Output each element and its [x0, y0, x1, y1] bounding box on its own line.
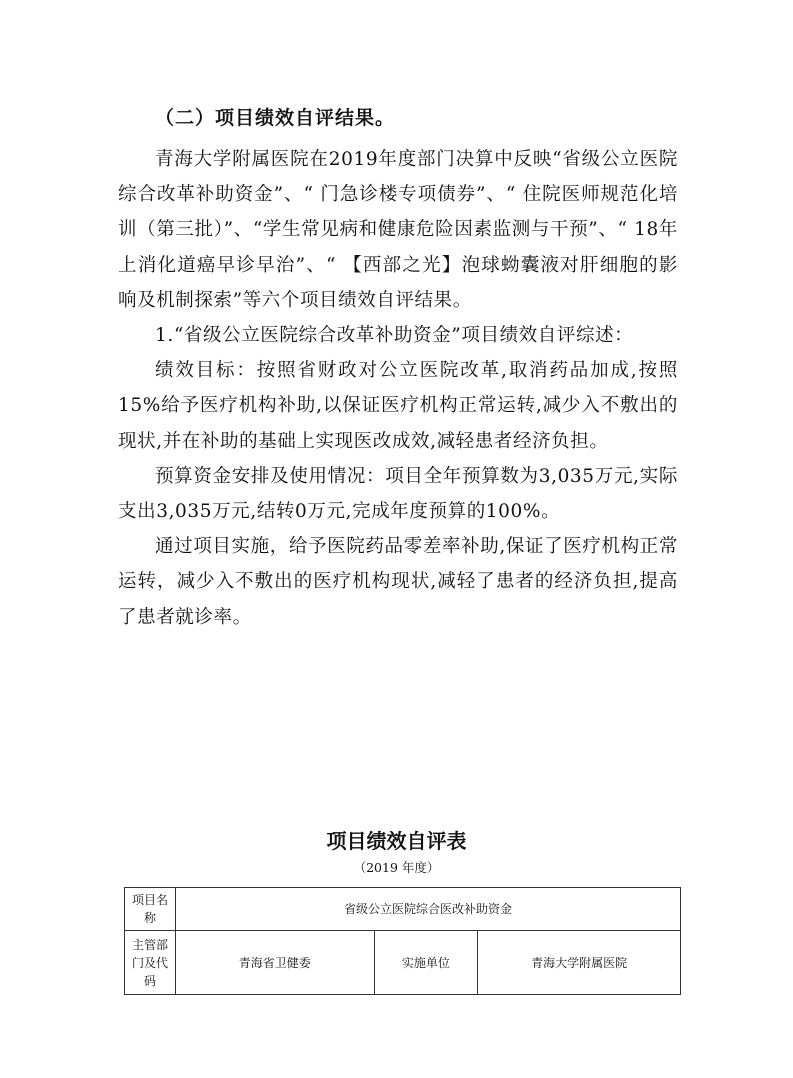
section-heading: （二）项目绩效自评结果。 [155, 107, 396, 129]
paragraph-intro: 青海大学附属医院在2019年度部门决算中反映“省级公立医院综合改革补助资金”、“ 门急诊楼专项债券”、“ 住院医师规范化培训（第三批）”、“学生常见病和健康危险因素监测与干预”、“ 18年上消化道癌早诊早治”、“ 【西部之光】泡球蚴囊液对肝细胞的影响及机制探索”等六个项目绩效自评结果。 [118, 149, 678, 311]
table-title: 项目绩效自评表 [326, 829, 467, 853]
paragraph-budget: 预算资金安排及使用情况：项目全年预算数为3,035万元,实际支出3,035万元,结转0万元,完成年度预算的100%。 [118, 465, 678, 523]
table-subtitle: （2019 年度） [353, 860, 440, 875]
dept-label: 主管部门及代码 [125, 931, 176, 995]
table-row [125, 888, 681, 931]
evaluation-table [124, 887, 681, 995]
paragraph-result: 通过项目实施，给予医院药品零差率补助,保证了医疗机构正常运转，减少入不敷出的医疗机构现状,减轻了患者的经济负担,提高了患者就诊率。 [118, 536, 678, 628]
table-row [125, 931, 681, 995]
impl-value: 青海大学附属医院 [478, 931, 681, 995]
paragraph-goal: 绩效目标：按照省财政对公立医院改革,取消药品加成,按照15%给予医疗机构补助,以保证医疗机构正常运转,减少入不敷出的现状,并在补助的基础上实现医改成效,减轻患者经济负担。 [118, 360, 678, 452]
project-name-label: 项目名称 [125, 888, 176, 931]
impl-label: 实施单位 [374, 931, 478, 995]
project-name-value: 省级公立医院综合医改补助资金 [175, 888, 680, 931]
body-text [118, 142, 678, 635]
dept-value: 青海省卫健委 [175, 931, 374, 995]
paragraph-item-title: 1.“省级公立医院综合改革补助资金”项目绩效自评综述： [155, 325, 634, 347]
